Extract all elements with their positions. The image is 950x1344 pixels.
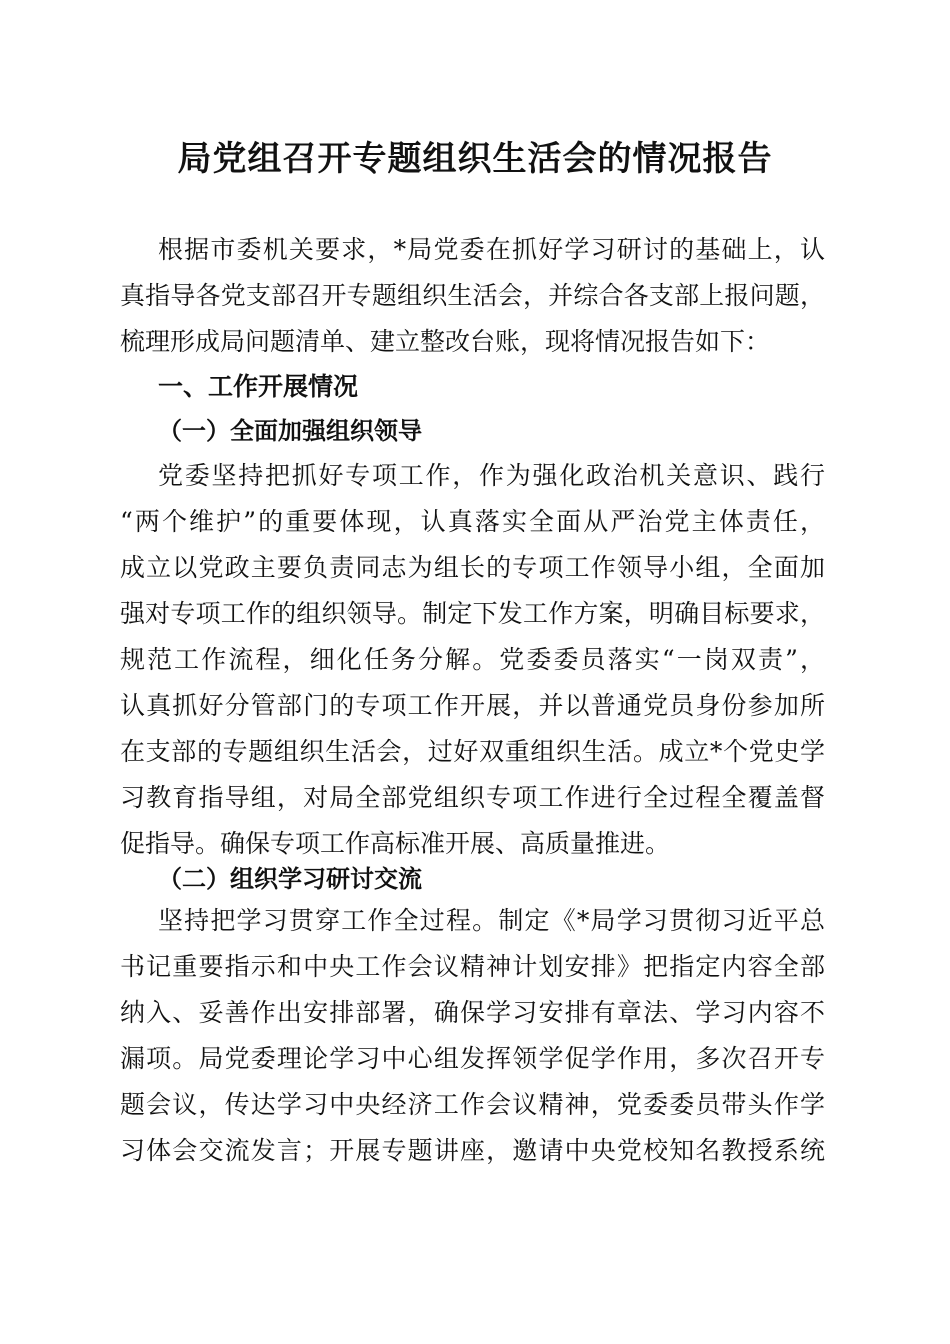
sub2-line-6: 习体会交流发言；开展专题讲座，邀请中央党校知名教授系统 bbox=[120, 1136, 825, 1165]
sub1-line-7: 在支部的专题组织生活会，过好双重组织生活。成立*个党史学 bbox=[120, 737, 825, 766]
subsection-heading-1: （一）全面加强组织领导 bbox=[158, 416, 422, 445]
subsection-heading-2: （二）组织学习研讨交流 bbox=[158, 864, 422, 893]
intro-line-2: 真指导各党支部召开专题组织生活会，并综合各支部上报问题， bbox=[120, 281, 825, 310]
intro-line-3: 梳理形成局问题清单、建立整改台账，现将情况报告如下： bbox=[120, 327, 771, 356]
sub1-line-8: 习教育指导组，对局全部党组织专项工作进行全过程全覆盖督 bbox=[120, 783, 825, 812]
intro-line-1: 根据市委机关要求，*局党委在抓好学习研讨的基础上，认 bbox=[158, 235, 825, 264]
sub1-line-5: 规范工作流程，细化任务分解。党委委员落实“一岗双责”， bbox=[120, 645, 825, 674]
sub2-line-1: 坚持把学习贯穿工作全过程。制定《*局学习贯彻习近平总 bbox=[158, 906, 825, 935]
document-title: 局党组召开专题组织生活会的情况报告 bbox=[177, 139, 773, 179]
sub2-line-3: 纳入、妥善作出安排部署，确保学习安排有章法、学习内容不 bbox=[120, 998, 825, 1027]
section-heading-1: 一、工作开展情况 bbox=[158, 372, 359, 401]
sub2-line-2: 书记重要指示和中央工作会议精神计划安排》把指定内容全部 bbox=[120, 952, 825, 981]
sub1-line-3: 成立以党政主要负责同志为组长的专项工作领导小组，全面加 bbox=[120, 553, 825, 582]
sub1-line-2: “两个维护”的重要体现，认真落实全面从严治党主体责任， bbox=[120, 507, 825, 536]
sub1-line-1: 党委坚持把抓好专项工作，作为强化政治机关意识、践行 bbox=[158, 461, 825, 490]
sub1-line-9: 促指导。确保专项工作高标准开展、高质量推进。 bbox=[120, 829, 671, 858]
sub1-line-4: 强对专项工作的组织领导。制定下发工作方案，明确目标要求， bbox=[120, 599, 825, 628]
sub1-line-6: 认真抓好分管部门的专项工作开展，并以普通党员身份参加所 bbox=[120, 691, 825, 720]
sub2-line-5: 题会议，传达学习中央经济工作会议精神，党委委员带头作学 bbox=[120, 1090, 825, 1119]
sub2-line-4: 漏项。局党委理论学习中心组发挥领学促学作用，多次召开专 bbox=[120, 1044, 825, 1073]
